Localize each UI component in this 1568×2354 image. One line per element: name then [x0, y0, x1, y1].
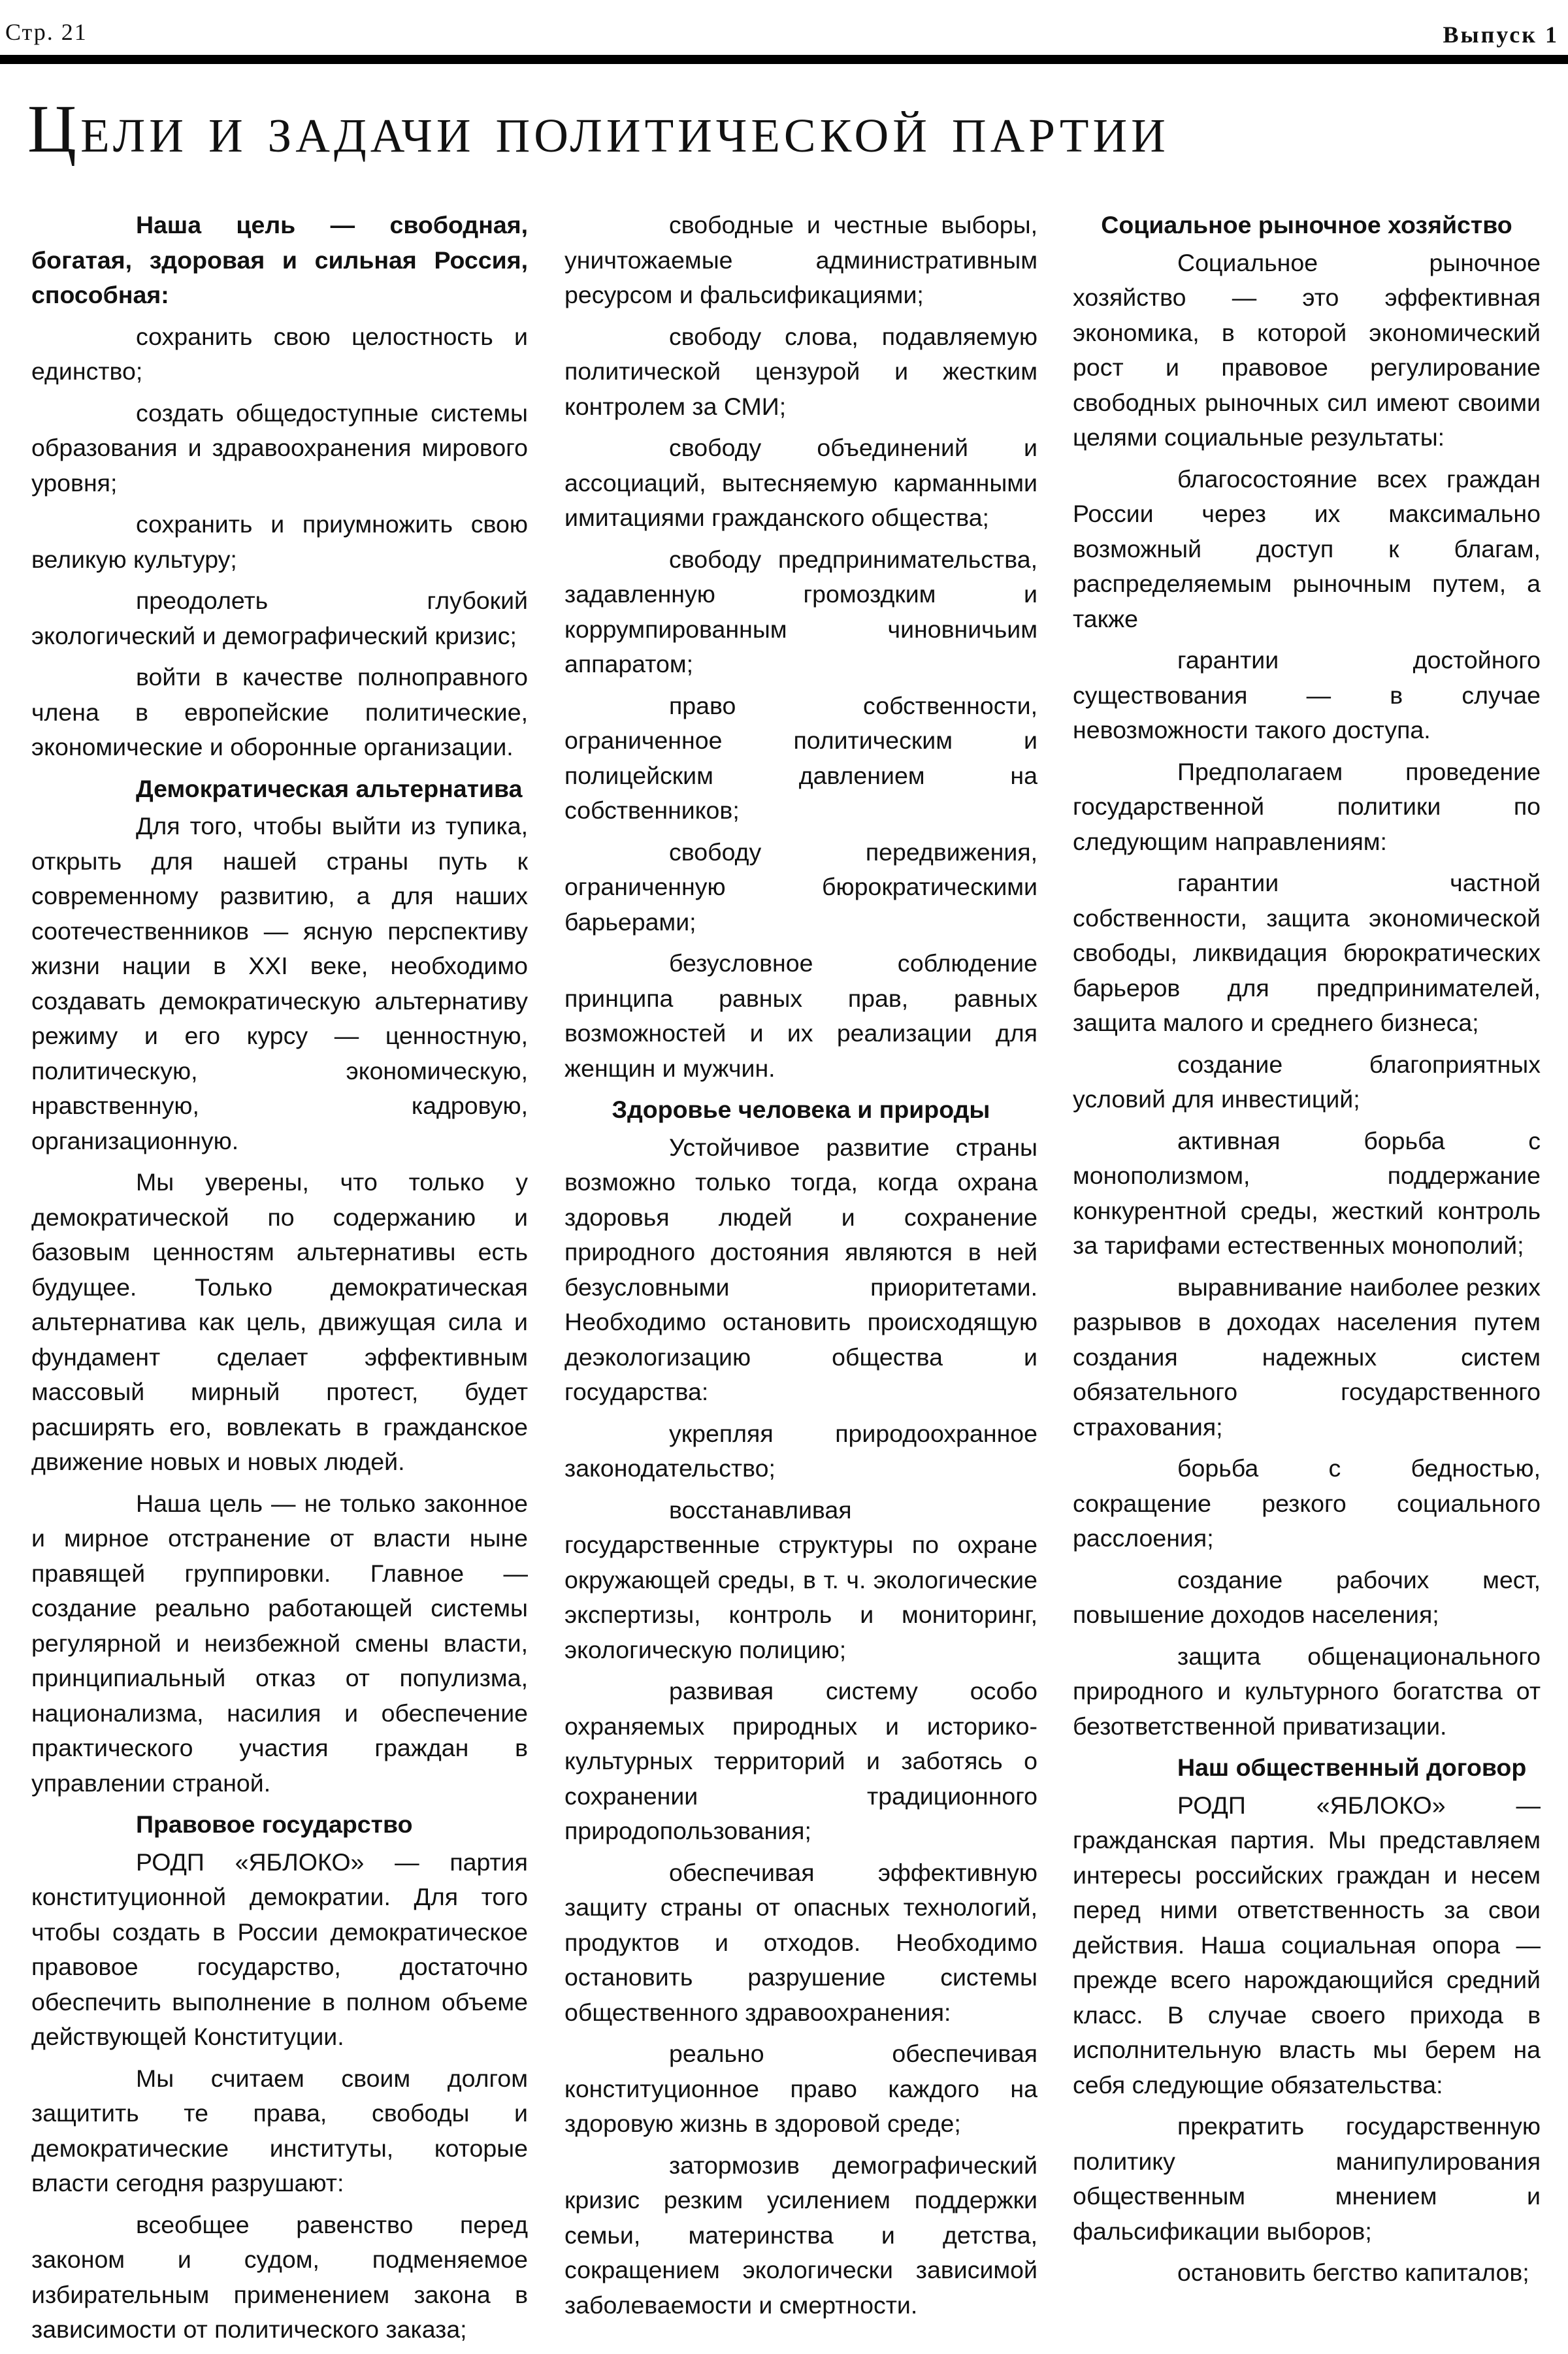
paragraph: создание рабочих мест, повышение доходов населения; — [1073, 1565, 1541, 1628]
paragraph: укрепляя природоохранное законодательство; — [564, 1419, 1037, 1482]
paragraph: право собственности, ограниченное политическим и полицейским давлением на собственников; — [564, 691, 1037, 824]
paragraph: свободу передвижения, ограниченную бюрократическими барьерами; — [564, 838, 1037, 936]
section-heading: Демократическая альтернатива — [136, 774, 523, 802]
page-header — [0, 0, 1568, 69]
issue-label: Выпуск 1 — [1443, 22, 1559, 48]
paragraph: Устойчивое развитие страны возможно только тогда, когда охрана здоровья людей и сохранение природного достояния являются в ней безусловными приоритетами. Необходимо остановить происходящую деэкологизацию общества и государства: — [564, 1133, 1037, 1405]
paragraph: РОДП «ЯБЛОКО» — партия конституционной демократии. Для того чтобы создать в России демократическое правовое государство, достаточно обеспечить выполнение в полном объеме действующей Конституции. — [31, 1848, 528, 2050]
paragraph: безусловное соблюдение принципа равных прав, равных возможностей и их реализации для женщин и мужчин. — [564, 949, 1037, 1082]
column-1 — [31, 208, 528, 2354]
section-heading: Социальное рыночное хозяйство — [1101, 211, 1512, 238]
paragraph: создать общедоступные системы образования и здравоохранения мирового уровня; — [31, 399, 528, 497]
column-2 — [564, 208, 1037, 2329]
paragraph: преодолеть глубокий экологический и демографический кризис; — [31, 587, 528, 649]
article-title: Цели и задачи политической партии — [27, 91, 1169, 167]
section-heading: Наш общественный договор — [1177, 1754, 1527, 1781]
paragraph: обеспечивая эффективную защиту страны от опасных технологий, продуктов и отходов. Необходимо остановить разрушение системы общественного здравоохранения: — [564, 1858, 1037, 2026]
paragraph: всеобщее равенство перед законом и судом, подменяемое избирательным применением закона в зависимости от политического заказа; — [31, 2210, 528, 2343]
paragraph: РОДП «ЯБЛОКО» — гражданская партия. Мы представляем интересы российских граждан и несем перед ними ответственность за свои действия. Наша социальная опора — прежде всего нарождающийся средний класс. В случае своего прихода в исполнительную власть мы берем на себя следующие обязательства: — [1073, 1791, 1541, 2099]
paragraph: создание благоприятных условий для инвестиций; — [1073, 1050, 1541, 1113]
paragraph: восстанавливая государственные структуры по охране окружающей среды, в т. ч. экологические экспертизы, контроль и мониторинг, экологическую полицию; — [564, 1496, 1037, 1663]
paragraph: остановить бегство капиталов; — [1177, 2259, 1529, 2286]
page-number: Стр. 21 — [5, 19, 88, 45]
paragraph: активная борьба с монополизмом, поддержание конкурентной среды, жесткий контроль за тарифами естественных монополий; — [1073, 1126, 1541, 1259]
paragraph: свободу объединений и ассоциаций, вытесняемую карманными имитациями гражданского общества; — [564, 434, 1037, 531]
paragraph: Мы считаем своим долгом защитить те права, свободы и демократические институты, которые власти сегодня разрушают: — [31, 2064, 528, 2197]
paragraph: войти в качестве полноправного члена в европейские политические, экономические и оборонные организации. — [31, 663, 528, 760]
paragraph: прекратить государственную политику манипулирования общественным мнением и фальсификации выборов; — [1073, 2112, 1541, 2245]
paragraph: борьба с бедностью, сокращение резкого социального расслоения; — [1073, 1454, 1541, 1552]
paragraph: выравнивание наиболее резких разрывов в доходах населения путем создания надежных систем обязательного государственного страхования; — [1073, 1273, 1541, 1441]
section-heading: Правовое государство — [136, 1810, 413, 1838]
column-3 — [1073, 208, 1541, 2297]
paragraph: Наша цель — не только законное и мирное отстранение от власти ныне правящей группировки. Главное — создание реально работающей системы регулярной и неизбежной смены власти, принципиальный отказ от популизма, национализма, насилия и обеспечение практического участия граждан в управлении страной. — [31, 1489, 528, 1797]
section-heading: Здоровье человека и природы — [612, 1096, 990, 1123]
paragraph: благосостояние всех граждан России через их максимально возможный доступ к благам, распределяемым рыночным путем, а также — [1073, 465, 1541, 632]
paragraph: свободу предпринимательства, задавленную громоздким и коррумпированным чиновничьим аппаратом; — [564, 545, 1037, 678]
paragraph: Для того, чтобы выйти из тупика, открыть для нашей страны путь к современному развитию, а для наших соотечественников — ясную перспективу жизни нации в XXI веке, необходимо создавать демократическую альтернативу режиму и его курсу — ценностную, политическую, экономическую, нравственную, кадровую, организационную. — [31, 812, 528, 1154]
paragraph: свободу слова, подавляемую политической цензурой и жестким контролем за СМИ; — [564, 322, 1037, 420]
paragraph: защита общенационального природного и культурного богатства от безответственной приватизации. — [1073, 1642, 1541, 1740]
paragraph: затормозив демографический кризис резким усилением поддержки семьи, материнства и детства, сокращением экологически зависимой заболеваемости и смертности. — [564, 2151, 1037, 2319]
paragraph: гарантии частной собственности, защита экономической свободы, ликвидация бюрократических барьеров для предпринимателей, защита малого и среднего бизнеса; — [1073, 869, 1541, 1036]
paragraph: реально обеспечивая конституционное право каждого на здоровую жизнь в здоровой среде; — [564, 2040, 1037, 2137]
header-rule — [0, 55, 1568, 64]
paragraph: гарантии достойного существования — в случае невозможности такого доступа. — [1073, 646, 1541, 744]
paragraph: развивая систему особо охраняемых природных и историко-культурных территорий и заботясь о сохранении традиционного природопользования; — [564, 1677, 1037, 1844]
paragraph: сохранить и приумножить свою великую культуру; — [31, 510, 528, 573]
paragraph: сохранить свою целостность и единство; — [31, 322, 528, 385]
paragraph: Социальное рыночное хозяйство — это эффективная экономика, в которой экономический рост и правовое регулирование свободных рыночных сил имеют своими целями социальные результаты: — [1073, 248, 1541, 451]
paragraph: свободные и честные выборы, уничтожаемые административным ресурсом и фальсификациями; — [564, 211, 1037, 308]
paragraph: Мы уверены, что только у демократической по содержанию и базовым ценностям альтернативы есть будущее. Только демократическая альтернатива как цель, движущая сила и фундамент сделает эффективным массовый мирный протест, будет расширять его, вовлекать в гражданское движение новых и новых людей. — [31, 1168, 528, 1475]
lead-paragraph: Наша цель — свободная, богатая, здоровая и сильная Россия, способная: — [31, 211, 528, 308]
paragraph: Предполагаем проведение государственной политики по следующим направлениям: — [1073, 757, 1541, 855]
